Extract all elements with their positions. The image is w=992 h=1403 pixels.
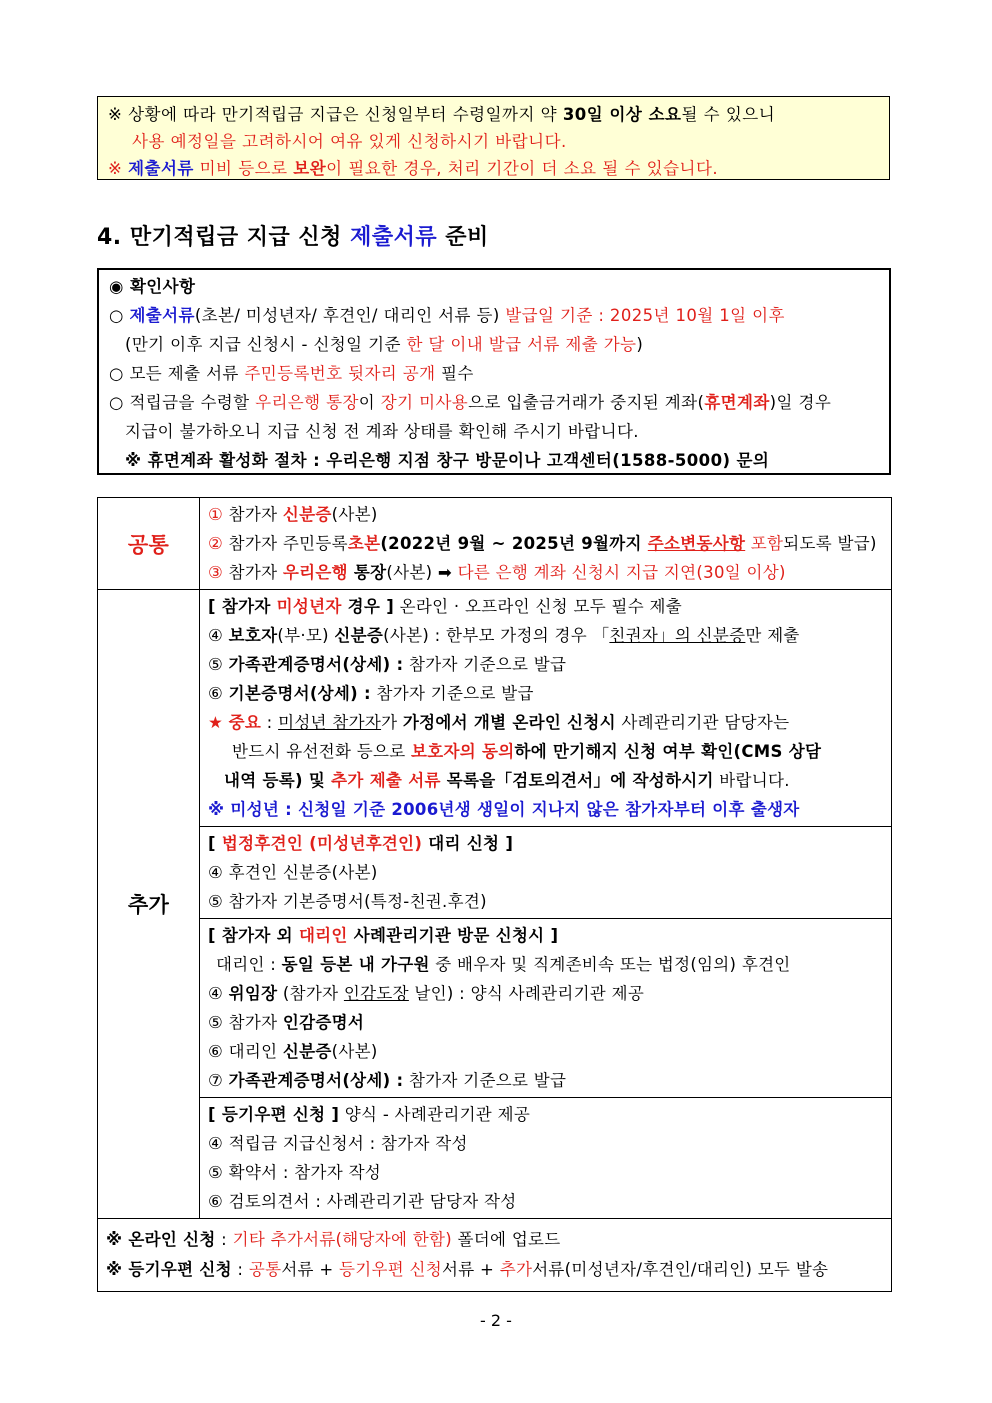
- star-icon: ★: [208, 713, 229, 732]
- minor-item-5: ⑤ 가족관계증명서(상세) : 참가자 기준으로 발급: [208, 655, 567, 674]
- guardian-item-5: ⑤ 참가자 기본증명서(특정-친권.후견): [208, 892, 487, 911]
- footer-mail: ※ 등기우편 신청 : 공통서류 + 등기우편 신청서류 + 추가서류(미성년자/후견인/대리인) 모두 발송: [106, 1260, 829, 1279]
- notice-line-2: 사용 예정일을 고려하시어 여유 있게 신청하시기 바랍니다.: [132, 132, 567, 151]
- notice-line-3: ※ 제출서류 미비 등으로 보완이 필요한 경우, 처리 기간이 더 소요 될 수 있습니다.: [108, 159, 719, 178]
- check-item-4: ※ 휴면계좌 활성화 절차 : 우리은행 지점 창구 방문이나 고객센터(1588-5000) 문의: [125, 451, 770, 470]
- page-number: - 2 -: [480, 1311, 512, 1330]
- mail-item-5: ⑤ 확약서 : 참가자 작성: [208, 1163, 382, 1182]
- minor-section: [200, 590, 891, 826]
- agent-item-5: ⑤ 참가자 인감증명서: [208, 1013, 365, 1032]
- mail-header: [ 등기우편 신청 ] 양식 - 사례관리기관 제공: [208, 1105, 531, 1124]
- agent-header: [ 참가자 외 대리인 사례관리기관 방문 신청시 ]: [208, 926, 559, 945]
- table-row-common: [98, 498, 892, 590]
- check-item-1: ○ 제출서류(초본/ 미성년자/ 후견인/ 대리인 서류 등) 발급일 기준 : 2025년 10월 1일 이후: [109, 306, 785, 325]
- mail-item-4: ④ 적립금 지급신청서 : 참가자 작성: [208, 1134, 468, 1153]
- minor-note: ※ 미성년 : 신청일 기준 2006년생 생일이 지나지 않은 참가자부터 이후 출생자: [208, 800, 800, 819]
- footer-online: ※ 온라인 신청 : 기타 추가서류(해당자에 한함) 폴더에 업로드: [106, 1230, 561, 1249]
- check-item-1-cont: (만기 이후 지급 신청시 - 신청일 기준 한 달 이내 발급 서류 제출 가능): [125, 335, 644, 354]
- table-row-guardian: [98, 827, 892, 919]
- mail-item-6: ⑥ 검토의견서 : 사례관리기관 담당자 작성: [208, 1192, 517, 1211]
- minor-important-2: 반드시 유선전화 등으로 보호자의 동의하에 만기해지 신청 여부 확인(CMS 상담: [232, 742, 822, 761]
- minor-header: [ 참가자 미성년자 경우 ] 온라인 · 오프라인 신청 모두 필수 제출: [208, 597, 682, 616]
- table-row-minor: [98, 590, 892, 827]
- table-row-agent: [98, 919, 892, 1098]
- section-heading: 4. 만기적립금 지급 신청 제출서류 준비: [97, 225, 489, 250]
- common-item-1: ① 참가자 신분증(사본): [208, 505, 378, 524]
- minor-item-6: ⑥ 기본증명서(상세) : 참가자 기준으로 발급: [208, 684, 534, 703]
- category-common: 공통: [98, 498, 200, 590]
- notice-box: [97, 96, 890, 180]
- check-items-box: [97, 268, 891, 475]
- table-row-footer: [98, 1219, 892, 1292]
- category-additional: 추가: [98, 590, 200, 1219]
- check-item-2: ○ 모든 제출 서류 주민등록번호 뒷자리 공개 필수: [109, 364, 474, 383]
- mail-section: [200, 1098, 891, 1218]
- minor-important-3: 내역 등록) 및 추가 제출 서류 목록을「검토의견서」에 작성하시기 바랍니다.: [224, 771, 790, 790]
- footer-notes: [98, 1219, 891, 1291]
- guardian-item-4: ④ 후견인 신분증(사본): [208, 863, 378, 882]
- check-item-3: ○ 적립금을 수령할 우리은행 통장이 장기 미사용으로 입출금거래가 중지된 계좌(휴면계좌)일 경우: [109, 393, 832, 412]
- notice-line-1: ※ 상황에 따라 만기적립금 지급은 신청일부터 수령일까지 약 30일 이상 소요될 수 있으니: [108, 105, 776, 124]
- check-item-3-cont: 지급이 불가하오니 지급 신청 전 계좌 상태를 확인해 주시기 바랍니다.: [125, 422, 639, 441]
- guardian-header: [ 법정후견인 (미성년후견인) 대리 신청 ]: [208, 834, 514, 853]
- common-items: [200, 498, 891, 589]
- minor-item-4: ④ 보호자(부·모) 신분증(사본) : 한부모 가정의 경우 「친권자」의 신분증만 제출: [208, 626, 800, 645]
- table-row-mail: [98, 1098, 892, 1219]
- minor-important-1: ★ 중요 : 미성년 참가자가 가정에서 개별 온라인 신청시 사례관리기관 담당자는: [208, 713, 790, 732]
- agent-item-6: ⑥ 대리인 신분증(사본): [208, 1042, 378, 1061]
- common-item-2: ② 참가자 주민등록초본(2022년 9월 ~ 2025년 9월까지 주소변동사항 포함되도록 발급): [208, 534, 877, 553]
- agent-definition: 대리인 : 동일 등본 내 가구원 중 배우자 및 직계존비속 또는 법정(임의) 후견인: [216, 955, 791, 974]
- guardian-section: [200, 827, 891, 918]
- documents-table: [97, 497, 892, 1292]
- common-item-3: ③ 참가자 우리은행 통장(사본) ➡ 다른 은행 계좌 신청시 지급 지연(30일 이상): [208, 563, 786, 582]
- agent-item-7: ⑦ 가족관계증명서(상세) : 참가자 기준으로 발급: [208, 1071, 567, 1090]
- agent-item-4: ④ 위임장 (참가자 인감도장 날인) : 양식 사례관리기관 제공: [208, 984, 645, 1003]
- check-title: ◉ 확인사항: [109, 277, 196, 296]
- agent-section: [200, 919, 891, 1097]
